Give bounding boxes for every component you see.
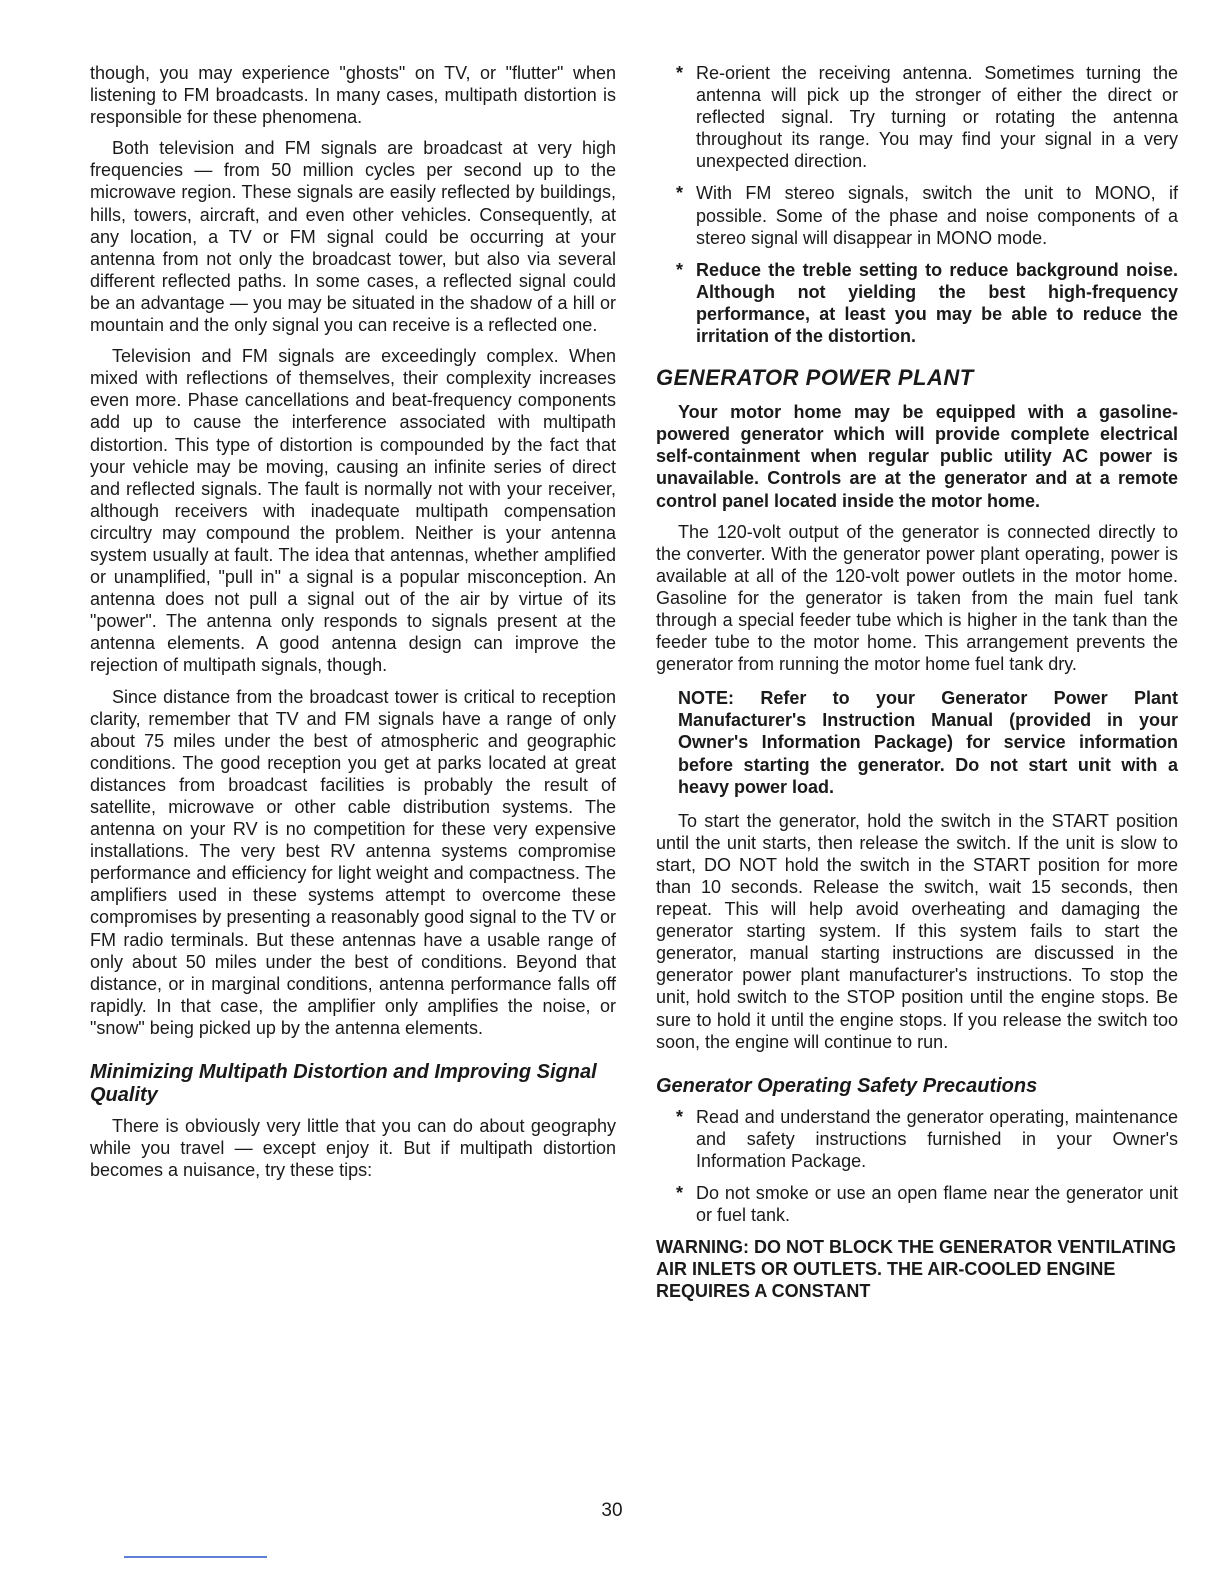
heading-safety-precautions: Generator Operating Safety Precautions	[656, 1074, 1038, 1097]
page-number: 30	[601, 1500, 623, 1521]
bullet-star-icon: *	[676, 259, 684, 280]
safety-list	[656, 1106, 1178, 1226]
paragraph-complex-signals: Television and FM signals are exceedingly complex. When mixed with reflections of themselves, their complexity increases even more. Phase cancellations and beat-frequency components add up to cause the interference associated with multipath distortion. This type of distortion is compounded by the fact that your vehicle may be moving, causing an infinite series of direct and reflected signals. The fault is normally not with your receiver, although receivers with inadequate multipath compensation circultry may compound the problem. Neither is your antenna system usually at fault. The idea that antennas, whether amplified or unamplified, "pull in" a signal is a popular misconception. An antenna does not pull a signal out of the air by virtue of its "power". The antenna only responds to signals present at the antenna elements. A good antenna design can improve the rejection of multipath signals, though.	[90, 346, 616, 676]
list-item	[656, 259, 1178, 347]
list-item	[656, 1182, 1178, 1226]
bullet-star-icon: *	[676, 183, 684, 204]
paragraph-generator-intro: Your motor home may be equipped with a gasoline-powered generator which will provide complete electrical self-containment when regular public utility AC power is unavailable. Controls are at the generator and at a remote control panel located inside the motor home.	[656, 402, 1178, 511]
paragraph-ghosts: though, you may experience "ghosts" on TV, or "flutter" when listening to FM broadcasts. In many cases, multipath distortion is responsible for these phenomena.	[90, 63, 616, 128]
bullet-star-icon: *	[676, 1106, 684, 1127]
safety-text: Do not smoke or use an open flame near the generator unit or fuel tank.	[696, 1183, 1178, 1226]
list-item	[656, 182, 1178, 248]
note-block: NOTE: Refer to your Generator Power Plant Manufacturer's Instruction Manual (provided in your Owner's Information Package) for service information before starting the generator. Do not start unit with a heavy power load.	[678, 688, 1178, 797]
section-title-generator: GENERATOR POWER PLANT	[656, 365, 974, 391]
list-item	[656, 1106, 1178, 1172]
footer-rule	[124, 1556, 267, 1558]
tip-text: Reduce the treble setting to reduce background noise. Although not yielding the best high-frequency performance, at least you may be able to reduce the irritation of the distortion.	[696, 259, 1178, 347]
bullet-star-icon: *	[676, 63, 684, 83]
tip-text: With FM stereo signals, switch the unit to MONO, if possible. Some of the phase and noise components of a stereo signal will disappear in MONO mode.	[696, 183, 1178, 248]
right-column	[656, 62, 1178, 1303]
list-item	[656, 62, 1178, 172]
paragraph-generator-output: The 120-volt output of the generator is connected directly to the converter. With the generator power plant operating, power is available at all of the 120-volt power outlets in the motor home. Gasoline for the generator is taken from the main fuel tank through a special feeder tube which is higher in the tank than the feeder tube to the motor home. This arrangement prevents the generator from running the motor home fuel tank dry.	[656, 521, 1178, 675]
paragraph-start-generator: To start the generator, hold the switch in the START position until the unit starts, then release the switch. If the unit is slow to start, DO NOT hold the switch in the START position for more than 10 seconds. Release the switch, wait 15 seconds, then repeat. This will help avoid overheating and damaging the generator starting system. If this system fails to start the generator, manual starting instructions are discussed in the generator power plant manufacturer's instructions. To stop the unit, hold switch to the STOP position until the engine stops. Be sure to hold it until the engine stops. If you release the switch too soon, the engine will continue to run.	[656, 810, 1178, 1052]
safety-text: Read and understand the generator operating, maintenance and safety instructions furnished in your Owner's Information Package.	[696, 1106, 1178, 1171]
tip-text: Re-orient the receiving antenna. Sometimes turning the antenna will pick up the stronger of either the direct or reflected signal. Try turning or rotating the antenna throughout its range. You may find your signal in a very unexpected direction.	[696, 63, 1178, 172]
tips-list	[656, 62, 1178, 347]
heading-minimizing-multipath: Minimizing Multipath Distortion and Improving Signal Quality	[90, 1061, 597, 1107]
paragraph-high-frequencies: Both television and FM signals are broadcast at very high frequencies — from 50 million cycles per second up to the microwave region. These signals are easily reflected by buildings, hills, towers, aircraft, and even other vehicles. Consequently, at any location, a TV or FM signal could be occurring at your antenna from not only the broadcast tower, but also via several different reflected paths. In some cases, a reflected signal could be an advantage — you may be situated in the shadow of a hill or mountain and the only signal you can receive is a reflected one.	[90, 138, 616, 336]
bullet-star-icon: *	[676, 1183, 684, 1204]
left-column	[90, 62, 616, 1181]
paragraph-distance: Since distance from the broadcast tower is critical to reception clarity, remember that TV and FM signals have a range of only about 75 miles under the best of atmospheric and geographic conditions. The good reception you get at parks located at great distances from broadcast facilities is probably the result of satellite, microwave or other cable distribution systems. The antenna on your RV is no competition for these very expensive installations. The very best RV antenna systems compromise performance and efficiency for light weight and compactness. The amplifiers used in these systems attempt to overcome these compromises by presenting a reasonably good signal to the TV or FM radio terminals. But these antennas have a usable range of only about 50 miles under the best of conditions. Beyond that distance, or in marginal conditions, antenna performance falls off rapidly. In that case, the amplifier only amplifies the noise, or "snow" being picked up by the antenna elements.	[90, 686, 616, 1038]
warning-text: WARNING: DO NOT BLOCK THE GENERATOR VENTILATING AIR INLETS OR OUTLETS. THE AIR-COOLED ENGINE REQUIRES A CONSTANT	[656, 1237, 1176, 1302]
paragraph-tips-intro: There is obviously very little that you can do about geography while you travel — except enjoy it. But if multipath distortion becomes a nuisance, try these tips:	[90, 1116, 616, 1181]
